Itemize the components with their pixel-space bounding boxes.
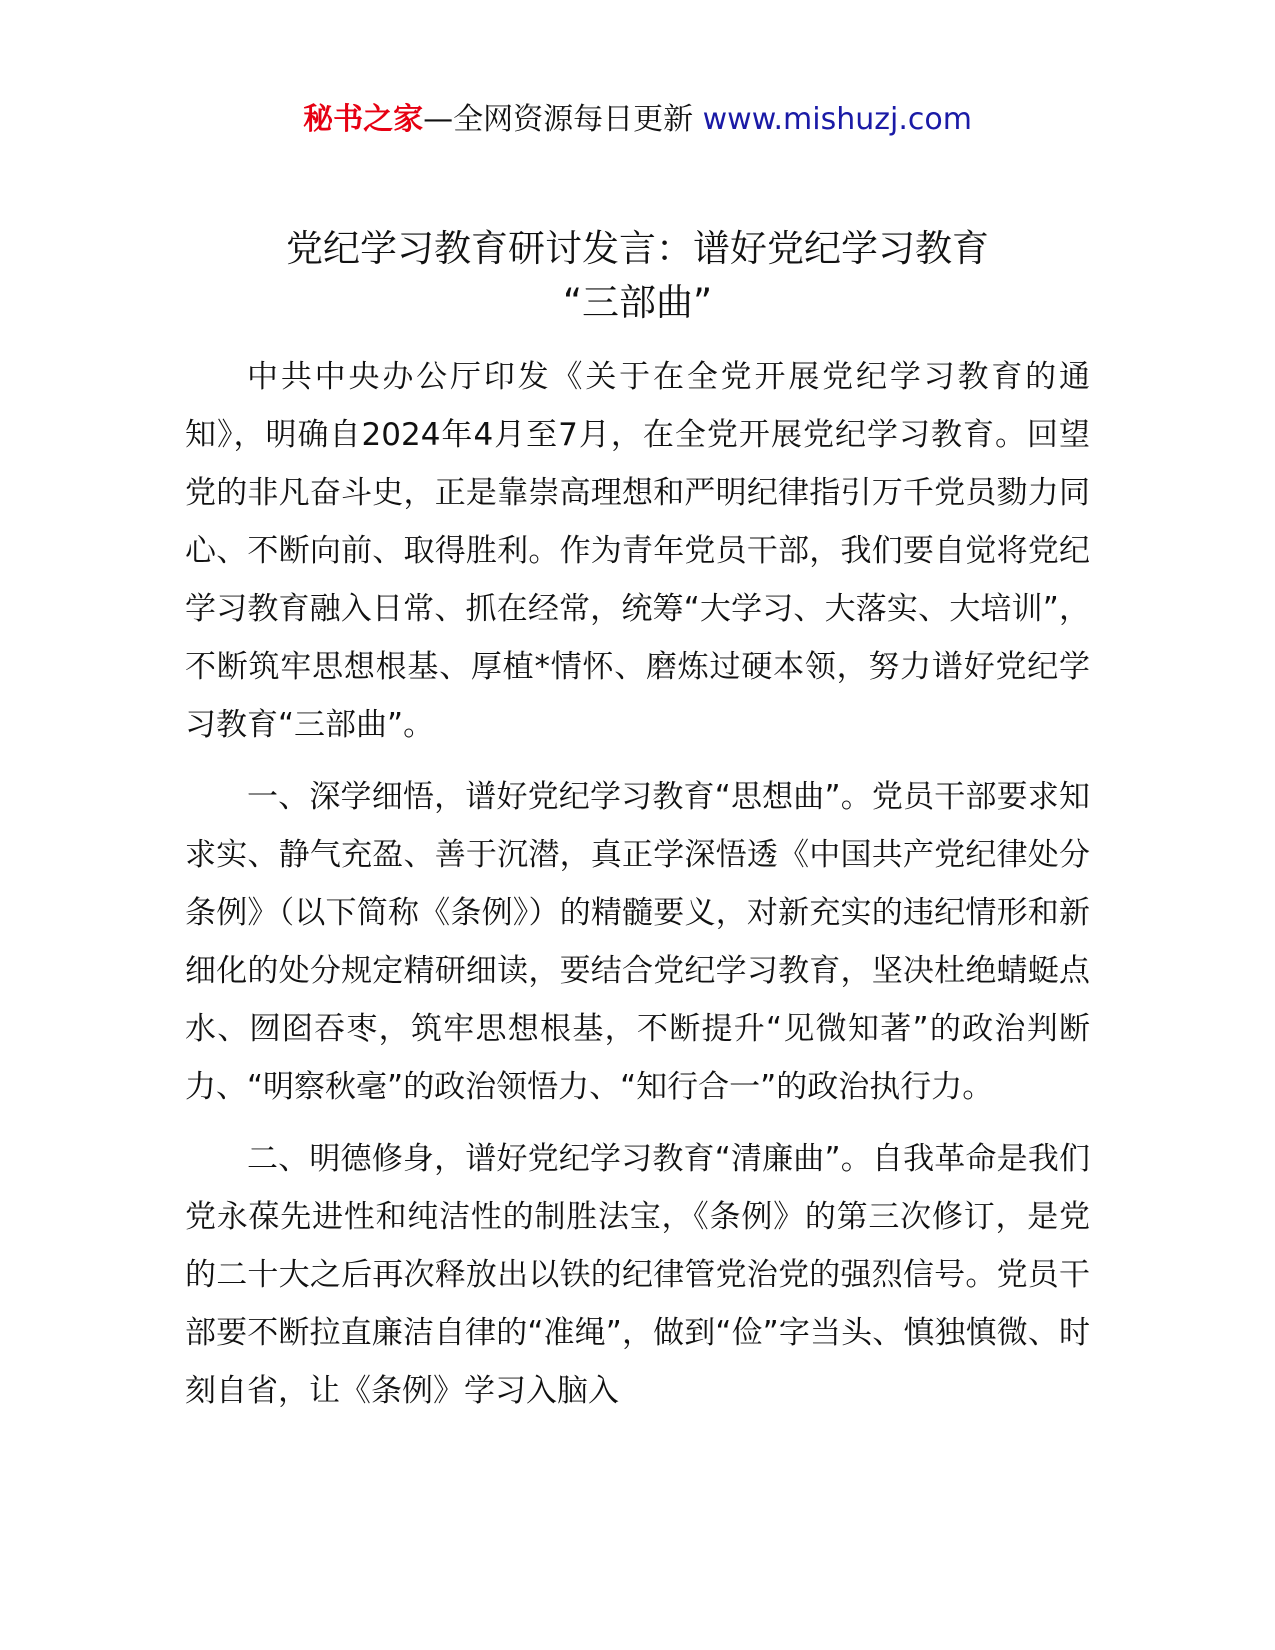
paragraph-intro: 中共中央办公厅印发《关于在全党开展党纪学习教育的通知》，明确自2024年4月至7月，在全党开展党纪学习教育。回望党的非凡奋斗史，正是靠崇高理想和严明纪律指引万千党员勠力同心、不断向前、取得胜利。作为青年党员干部，我们要自觉将党纪学习教育融入日常、抓在经常，统筹“大学习、大落实、大培训”，不断筑牢思想根基、厚植*情怀、磨炼过硬本领，努力谱好党纪学习教育“三部曲”。	[185, 359, 1090, 743]
document-title-line1: 党纪学习教育研讨发言：谱好党纪学习教育	[286, 227, 989, 270]
site-tagline: —全网资源每日更新	[423, 102, 694, 137]
document-title	[140, 222, 1135, 330]
site-banner	[0, 100, 1275, 140]
site-brand: 秘书之家	[303, 102, 424, 137]
document-title-line2: “三部曲”	[562, 281, 713, 324]
site-url-link[interactable]: www.mishuzj.com	[702, 102, 972, 137]
paragraph-section-one: 一、深学细悟，谱好党纪学习教育“思想曲”。党员干部要求知求实、静气充盈、善于沉潜，真正学深悟透《中国共产党纪律处分条例》（以下简称《条例》）的精髓要义，对新充实的违纪情形和新细化的处分规定精研细读，要结合党纪学习教育，坚决杜绝蜻蜓点水、囫囵吞枣，筑牢思想根基，不断提升“见微知著”的政治判断力、“明察秋毫”的政治领悟力、“知行合一”的政治执行力。	[185, 779, 1090, 1105]
document-body	[185, 348, 1090, 1434]
paragraph-section-two: 二、明德修身，谱好党纪学习教育“清廉曲”。自我革命是我们党永葆先进性和纯洁性的制胜法宝，《条例》的第三次修订，是党的二十大之后再次释放出以铁的纪律管党治党的强烈信号。党员干部要不断拉直廉洁自律的“准绳”，做到“俭”字当头、慎独慎微、时刻自省，让《条例》学习入脑入	[185, 1141, 1090, 1409]
